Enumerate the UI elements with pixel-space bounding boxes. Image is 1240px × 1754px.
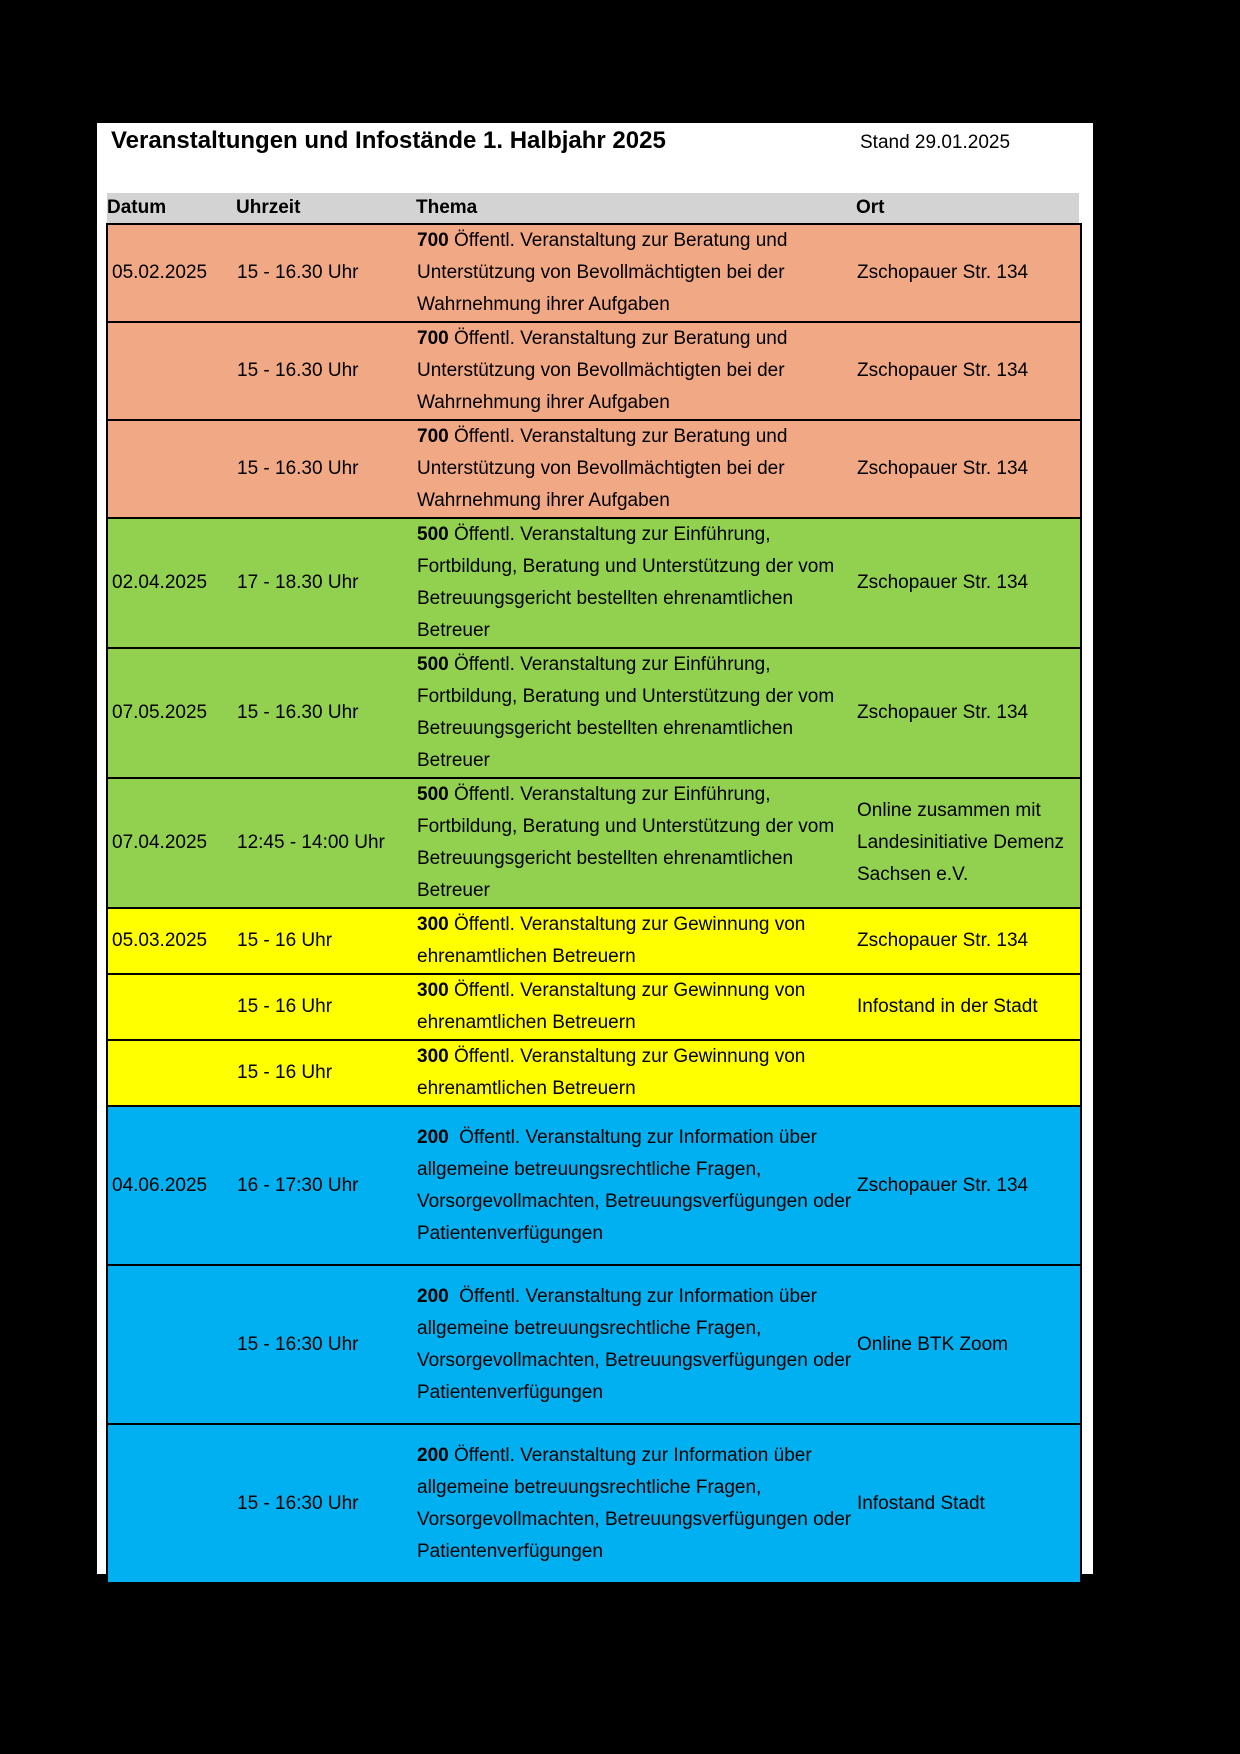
cell-thema	[417, 518, 857, 648]
event-code: 200	[417, 1126, 449, 1148]
cell-datum	[107, 974, 237, 1040]
events-table	[106, 223, 1082, 1584]
event-code: 700	[417, 426, 449, 447]
event-description: Öffentl. Veranstaltung zur Einführung, Fortbildung, Beratung und Unterstützung der vom Betreuungsgericht bestellten ehrenamtlichen Betreuer	[417, 524, 840, 641]
cell-datum	[107, 420, 237, 518]
cell-uhrzeit: 15 - 16 Uhr	[237, 1040, 417, 1106]
cell-thema	[417, 1265, 857, 1424]
cell-datum: 07.04.2025	[107, 778, 237, 908]
cell-ort: Zschopauer Str. 134	[857, 648, 1081, 778]
cell-thema	[417, 974, 857, 1040]
event-code: 300	[417, 914, 449, 935]
cell-datum: 05.02.2025	[107, 224, 237, 322]
event-description: Öffentl. Veranstaltung zur Gewinnung von ehrenamtlichen Betreuern	[417, 980, 811, 1033]
cell-thema	[417, 1106, 857, 1265]
cell-ort	[857, 1040, 1081, 1106]
event-code: 700	[417, 328, 449, 349]
cell-ort: Zschopauer Str. 134	[857, 224, 1081, 322]
cell-uhrzeit: 15 - 16.30 Uhr	[237, 322, 417, 420]
event-code: 700	[417, 230, 449, 251]
cell-thema	[417, 224, 857, 322]
table-row	[107, 420, 1081, 518]
table-header	[107, 193, 1079, 223]
event-description: Öffentl. Veranstaltung zur Information über allgemeine betreuungsrechtliche Fragen, Vorsorgevollmachten, Betreuungsverfügungen oder Patientenverfügungen	[417, 1126, 857, 1244]
event-description: Öffentl. Veranstaltung zur Gewinnung von ehrenamtlichen Betreuern	[417, 914, 811, 967]
header-ort: Ort	[856, 197, 885, 218]
table-row	[107, 1424, 1081, 1583]
cell-datum	[107, 1424, 237, 1583]
cell-datum: 04.06.2025	[107, 1106, 237, 1265]
cell-datum: 02.04.2025	[107, 518, 237, 648]
table-row	[107, 1265, 1081, 1424]
cell-datum: 07.05.2025	[107, 648, 237, 778]
header-uhrzeit: Uhrzeit	[236, 197, 301, 218]
event-description: Öffentl. Veranstaltung zur Beratung und Unterstützung von Bevollmächtigten bei der Wahrnehmung ihrer Aufgaben	[417, 426, 793, 511]
cell-ort: Zschopauer Str. 134	[857, 518, 1081, 648]
event-description: Öffentl. Veranstaltung zur Einführung, Fortbildung, Beratung und Unterstützung der vom Betreuungsgericht bestellten ehrenamtlichen Betreuer	[417, 654, 840, 771]
events-table-body	[107, 224, 1081, 1583]
cell-datum	[107, 322, 237, 420]
document-sheet	[97, 123, 1093, 1574]
table-row	[107, 1106, 1081, 1265]
cell-datum: 05.03.2025	[107, 908, 237, 974]
event-code: 200	[417, 1444, 449, 1466]
event-description: Öffentl. Veranstaltung zur Information über allgemeine betreuungsrechtliche Fragen, Vorsorgevollmachten, Betreuungsverfügungen oder Patientenverfügungen	[417, 1285, 857, 1403]
cell-uhrzeit: 15 - 16.30 Uhr	[237, 648, 417, 778]
cell-datum	[107, 1265, 237, 1424]
cell-thema	[417, 908, 857, 974]
cell-uhrzeit: 16 - 17:30 Uhr	[237, 1106, 417, 1265]
cell-ort: Zschopauer Str. 134	[857, 1106, 1081, 1265]
page-title: Veranstaltungen und Infostände 1. Halbjahr 2025	[111, 127, 666, 154]
stand-date: Stand 29.01.2025	[860, 132, 1011, 153]
cell-ort: Zschopauer Str. 134	[857, 908, 1081, 974]
event-description: Öffentl. Veranstaltung zur Beratung und Unterstützung von Bevollmächtigten bei der Wahrnehmung ihrer Aufgaben	[417, 328, 793, 413]
event-description: Öffentl. Veranstaltung zur Beratung und Unterstützung von Bevollmächtigten bei der Wahrnehmung ihrer Aufgaben	[417, 230, 793, 315]
table-row	[107, 648, 1081, 778]
cell-uhrzeit: 12:45 - 14:00 Uhr	[237, 778, 417, 908]
table-row	[107, 974, 1081, 1040]
cell-thema	[417, 778, 857, 908]
cell-ort: Online zusammen mit Landesinitiative Demenz Sachsen e.V.	[857, 778, 1081, 908]
cell-ort: Online BTK Zoom	[857, 1265, 1081, 1424]
event-code: 500	[417, 524, 449, 545]
table-row	[107, 908, 1081, 974]
cell-thema	[417, 1424, 857, 1583]
cell-uhrzeit: 15 - 16.30 Uhr	[237, 420, 417, 518]
cell-uhrzeit: 15 - 16 Uhr	[237, 974, 417, 1040]
table-row	[107, 224, 1081, 322]
cell-ort: Zschopauer Str. 134	[857, 420, 1081, 518]
header-datum: Datum	[107, 197, 167, 218]
cell-uhrzeit: 17 - 18.30 Uhr	[237, 518, 417, 648]
cell-uhrzeit: 15 - 16:30 Uhr	[237, 1424, 417, 1583]
cell-ort: Infostand in der Stadt	[857, 974, 1081, 1040]
cell-thema	[417, 322, 857, 420]
event-code: 200	[417, 1285, 449, 1307]
event-code: 500	[417, 784, 449, 805]
cell-uhrzeit: 15 - 16:30 Uhr	[237, 1265, 417, 1424]
cell-thema	[417, 1040, 857, 1106]
event-description: Öffentl. Veranstaltung zur Gewinnung von ehrenamtlichen Betreuern	[417, 1046, 811, 1099]
event-description: Öffentl. Veranstaltung zur Information über allgemeine betreuungsrechtliche Fragen, Vorsorgevollmachten, Betreuungsverfügungen oder Patientenverfügungen	[417, 1444, 857, 1562]
table-row	[107, 322, 1081, 420]
event-code: 300	[417, 1046, 449, 1067]
event-code: 300	[417, 980, 449, 1001]
table-row	[107, 1040, 1081, 1106]
header-thema: Thema	[416, 197, 478, 218]
cell-thema	[417, 420, 857, 518]
cell-ort: Zschopauer Str. 134	[857, 322, 1081, 420]
cell-ort: Infostand Stadt	[857, 1424, 1081, 1583]
table-row	[107, 518, 1081, 648]
event-description: Öffentl. Veranstaltung zur Einführung, Fortbildung, Beratung und Unterstützung der vom Betreuungsgericht bestellten ehrenamtlichen Betreuer	[417, 784, 840, 901]
table-row	[107, 778, 1081, 908]
cell-uhrzeit: 15 - 16.30 Uhr	[237, 224, 417, 322]
cell-datum	[107, 1040, 237, 1106]
cell-uhrzeit: 15 - 16 Uhr	[237, 908, 417, 974]
cell-thema	[417, 648, 857, 778]
event-code: 500	[417, 654, 449, 675]
